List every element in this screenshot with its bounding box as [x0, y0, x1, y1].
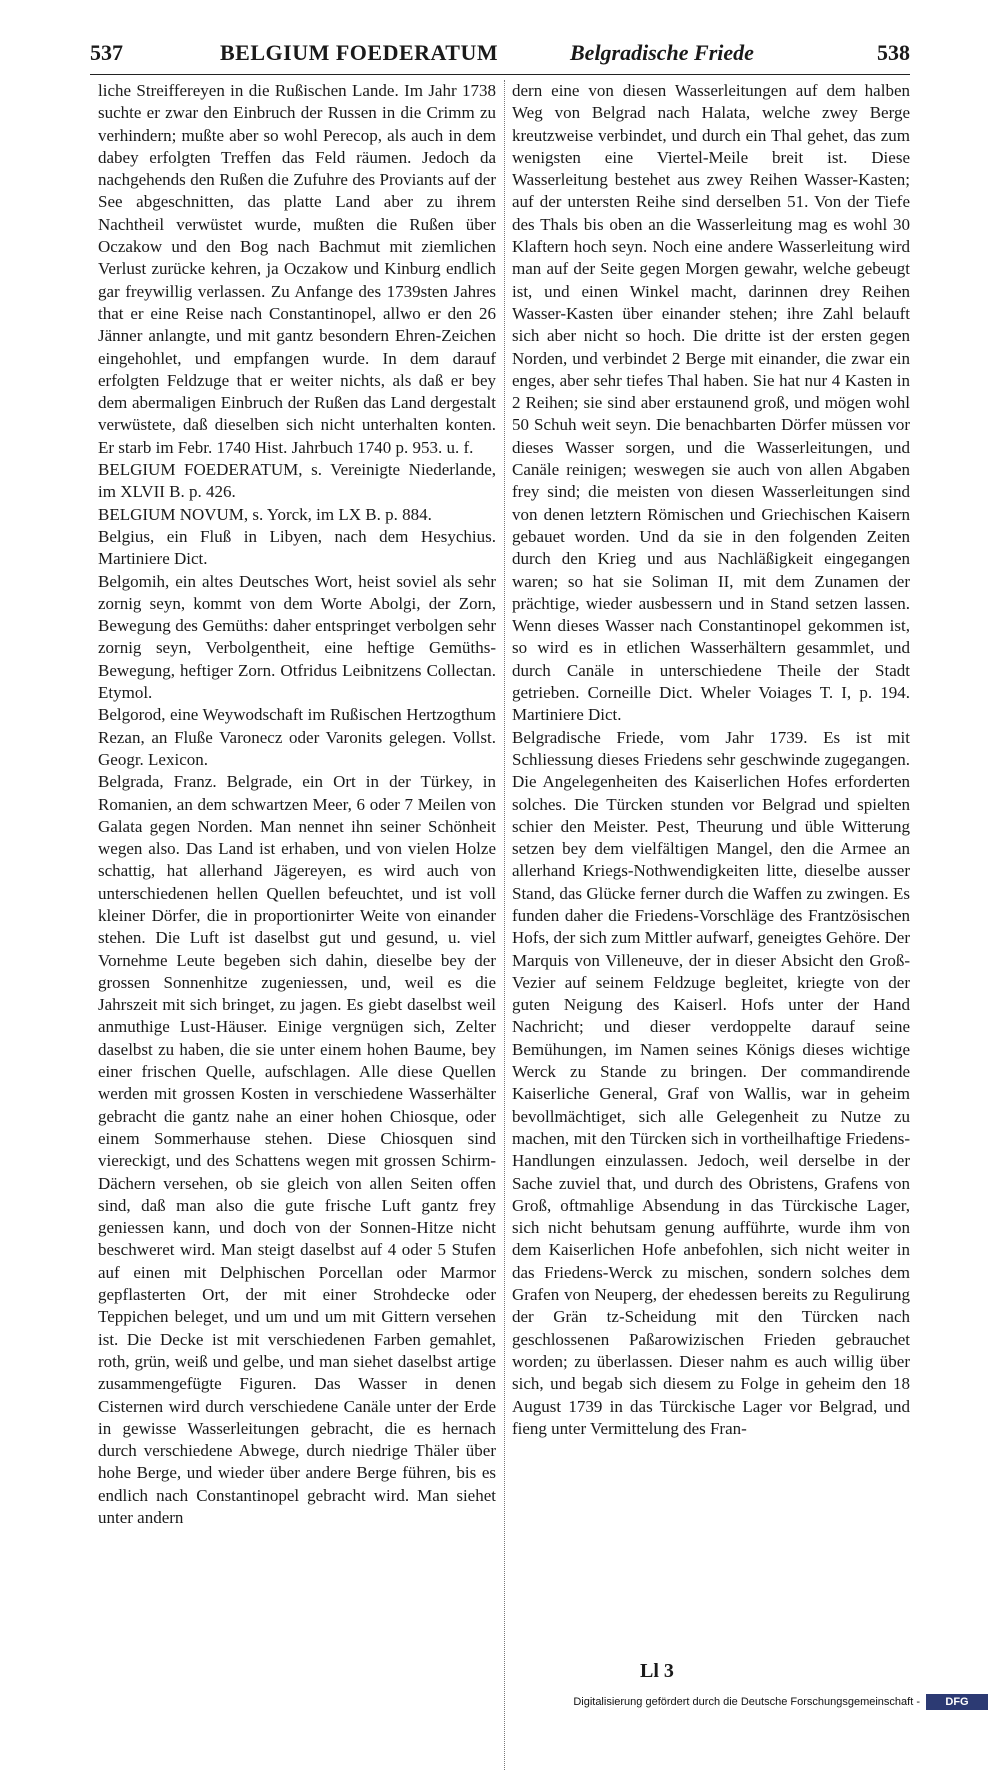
page-number-left: 537 [90, 40, 123, 65]
header-title-right: Belgradische Friede [570, 40, 754, 65]
entry: Belgorod, eine Weywodschaft im Rußischen Hertzogthum Rezan, an Fluße Varonecz oder Varonits gelegen. Vollst. Geogr. Lexicon. [98, 705, 496, 769]
right-column [512, 80, 910, 1440]
header-rule [90, 74, 910, 75]
entry: Belgradische Friede, vom Jahr 1739. Es ist mit Schliessung dieses Friedens sehr geschwinde zugegangen. Die Angelegenheiten des Kaiserlichen Hofes erforderten solches. Die Türcken stunden vor Belgrad und spielten schier den Meister. Pest, Theurung und üble Witterung setzen bey dem vielfältigen Mangel, den die Armee an allerhand Kriegs-Nothwendigkeiten litte, dieselbe ausser Stand, das Glücke ferner durch die Waffen zu zwingen. Es funden daher die Friedens-Vorschläge des Frantzösischen Hofs, der sich zum Mittler aufwarf, geneigtes Gehöre. Der Marquis von Villeneuve, der in dieser Absicht den Groß-Vezier auf seinem Feldzuge begleitet, kriegte von der guten Neigung des Kaiserl. Hofs unter der Hand Nachricht; und dieser verdoppelte darauf seine Bemühungen, im Namen seines Königs dieses wichtige Werck zu Stande zu bringen. Der commandirende Kaiserliche General, Graf von Wallis, war in geheim bevollmächtiget, sich alle Gelegenheit zu Nutze zu machen, mit den Türcken sich in vortheilhaftige Friedens-Handlungen einzulassen. Jedoch, weil derselbe in der Sache zuviel that, und durch des Obristens, Grafens von Groß, oftmahlige Absendung in das Türckische Lager, sich nicht behutsam genung aufführte, wurde ihm von dem Kaiserlichen Hofe anbefohlen, sich nicht weiter in das Friedens-Werck zu mischen, sondern solches dem Grafen von Neuperg, der ehedessen bereits zu Regulirung der Grän tz-Scheidung mit den Türcken nach geschlossenen Paßarowizischen Frieden gebrauchet worden; zu überlassen. Dieser nahm es auch willig über sich, und begab sich diesem zu Folge in geheim den 18 August 1739 in das Türckische Lager vor Belgrad, und fieng unter Vermittelung des Fran- [512, 727, 910, 1438]
left-column [98, 80, 496, 1529]
entry: BELGIUM NOVUM, s. Yorck, im LX B. p. 884. [98, 504, 432, 524]
footer-credit: Digitalisierung gefördert durch die Deutsche Forschungsgemeinschaft - [573, 1696, 920, 1708]
entry: Belgomih, ein altes Deutsches Wort, heist soviel als sehr zornig seyn, kommt von dem Worte Abolgi, der Zorn, Bewegung des Gemüths: daher entspringet verbolgen sehr zornig seyn, Verbolgentheit, eine heftige Gemüths-Bewegung, heftiger Zorn. Otfridus Leibnitzens Collectan. Etymol. [98, 571, 496, 703]
footer [0, 1690, 1000, 1719]
entry: Belgrada, Franz. Belgrade, ein Ort in der Türkey, in Romanien, an dem schwartzen Meer, 6 oder 7 Meilen von Galata gegen Norden. Man nennet ihn seiner Schönheit wegen also. Das Land ist erhaben, und von vielen Holze schattig, hat allerhand Jägereyen, es wird auch von unterschiedenen hellen Quellen befeuchtet, und ist voll kleiner Dörfer, die in proportionirter Weite von einander stehen. Die Luft ist daselbst gut und gesund, u. viel Vornehme Leute begeben sich dahin, dieselbe bey der grossen Sonnenhitze zugeniessen, und, weil es die Jahrszeit mit sich bringet, zu jagen. Es giebt daselbst weil anmuthige Lust-Häuser. Einige vergnügen sich, Zelter daselbst zu haben, die sie unter einem hohen Baume, bey einer frischen Quelle, aufschlagen. Alle diese Quellen werden mit grossen Kosten in verschiedene Wasserhälter gebracht die gantz nahe an einer hohen Chiosque, oder einem Sommerhause stehen. Diese Chiosquen sind viereckigt, und des Schattens wegen mit grossen Schirm-Dächern versehen, ob sie gleich von allen Seiten offen sind, daß man also die gute frische Luft gantz frey geniessen kann, und doch von der Sonnen-Hitze nicht beschweret wird. Man steigt daselbst auf 4 oder 5 Stufen auf einen mit Delphischen Porcellan oder Marmor gepflasterten Ort, der mit einer Strohdecke oder Teppichen beleget, und um und um mit Gittern versehen ist. Die Decke ist mit verschiedenen Farben gemahlet, roth, grün, weiß und gelbe, und man siehet daselbst artige zusammengefügte Figuren. Das Wasser in denen Cisternen wird durch verschiedene Canäle unter der Erde in gewisse Wasserleitungen gebracht, die es hernach durch verschiedene Abwege, durch niedrige Thäler über hohe Berge, und wieder über andere Berge führen, bis es endlich nach Constantinopel gebracht wird. Man siehet unter andern [98, 772, 496, 1527]
entry: BELGIUM FOEDERATUM, s. Vereinigte Niederlande, im XLVII B. p. 426. [98, 460, 496, 502]
column-divider [504, 80, 505, 1770]
running-header [90, 40, 910, 74]
signature-mark: Ll 3 [640, 1660, 674, 1682]
paragraph: liche Streiffereyen in die Rußischen Lande. Im Jahr 1738 suchte er zwar den Einbruch der Russen in die Crimm zu verhindern; mußte aber so wohl Perecop, als auch in dem dabey erfolgten Treffen das Feld räumen. Jedoch da nachgehends den Rußen die Zufuhre des Proviants auf der See abgeschnitten, das platte Land aber zu ihrem Nachtheil verwüstet wurde, mußten die Rußen über Oczakow und den Bog nach Bachmut mit ziemlichen Verlust zurücke kehren, ja Oczakow und Kinburg endlich gar freywillig verlassen. Zu Anfange des 1739sten Jahres that er eine Reise nach Constantinopel, allwo er den 26 Jänner anlangte, und mit gantz besondern Ehren-Zeichen eingehohlet, und empfangen wurde. In dem darauf erfolgten Feldzuge that er weiter nichts, als daß er bey dem abermaligen Einbruch der Rußen das Land dergestalt verwüstete, daß dieselben sich nicht unterhalten konten. Er starb im Febr. 1740 Hist. Jahrbuch 1740 p. 953. u. f. [98, 81, 496, 457]
entry: Belgius, ein Fluß in Libyen, nach dem Hesychius. Martiniere Dict. [98, 526, 496, 569]
paragraph: dern eine von diesen Wasserleitungen auf dem halben Weg von Belgrad nach Halata, welche zwey Berge kreutzweise verbindet, und durch ein Thal gehet, das zum wenigsten eine Viertel-Meile breit ist. Diese Wasserleitung bestehet aus zwey Reihen Wasser-Kasten; auf der untersten Reihe sind derselben 51. Von der Tiefe des Thals bis oben an die Wasserleitung mag es wohl 30 Klaftern hoch seyn. Noch eine andere Wasserleitung wird man auf der Seite gegen Morgen gewahr, welche gebeugt ist, und einen Winkel macht, darinnen drey Reihen Wasser-Kasten über einander stehen; ihre Zahl belauft sich aber nicht so hoch. Die dritte ist der ersten gegen Norden, und verbindet 2 Berge mit einander, die zwar ein enges, aber sehr tiefes Thal haben. Sie hat nur 4 Kasten in 2 Reihen; sie sind aber erstaunend groß, und mögen wohl 50 Schuh weit seyn. Die benachbarten Dörfer müssen vor dieses Wasser sorgen, und die Wasserleitungen, und Canäle reinigen; weswegen sie auch von allen Abgaben frey sind; die meisten von diesen Wasserleitungen sind von denen letztern Römischen und Griechischen Kaisern gebauet worden. Und da sie in den folgenden Zeiten durch den Krieg und aus Nachläßigkeit eingegangen waren; so hat sie Soliman II, mit dem Zunamen der prächtige, wieder ausbessern und in Stand setzen lassen. Wenn dieses Wasser nach Constantinopel gekommen ist, so wird es in etlichen Wasserhältern gesammlet, und durch Canäle in unterschiedene Theile der Stadt getrieben. Corneille Dict. Wheler Voiages T. I, p. 194. Martiniere Dict. [512, 81, 910, 725]
dfg-logo: DFG [926, 1694, 988, 1710]
header-title-left: BELGIUM FOEDERATUM [220, 40, 499, 65]
page-number-right: 538 [877, 40, 910, 65]
